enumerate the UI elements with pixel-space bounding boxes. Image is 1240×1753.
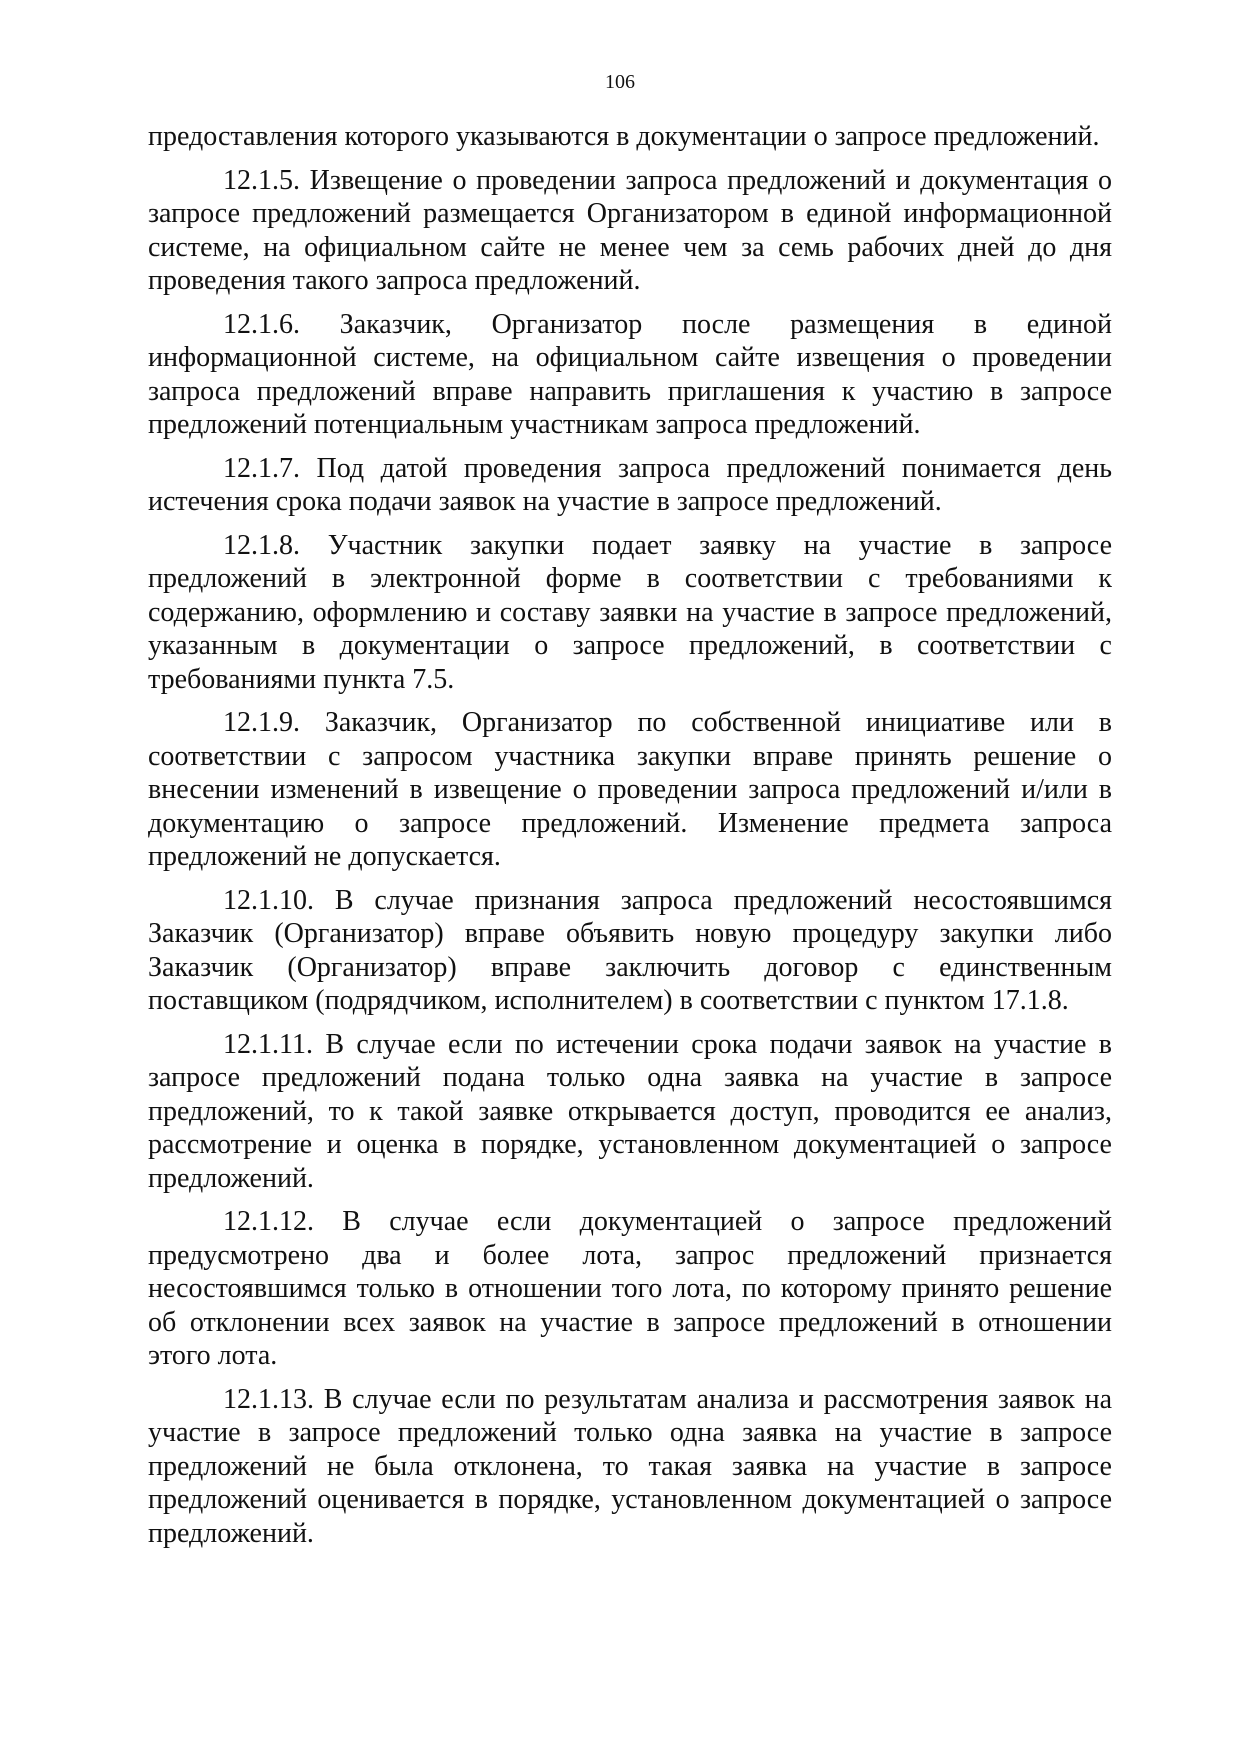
paragraph-12-1-11 (148, 1028, 1112, 1196)
paragraph-text: В случае если документацией о запросе предложений предусмотрено два и более лота, запрос предложений признается несостоявшимся только в отношении того лота, по которому принято решение об отклонении всех заявок на участие в запросе предложений в отношении этого лота. (148, 1206, 1113, 1371)
paragraph-number: 12.1.13. (223, 1383, 314, 1415)
paragraph-number: 12.1.12. (223, 1206, 314, 1237)
paragraph-12-1-7 (148, 452, 1112, 519)
paragraph-text: Участник закупки подает заявку на участие в запросе предложений в электронной форме в соответствии с требованиями к содержанию, оформлению и составу заявки на участие в запросе предложений, указанным в документации о запросе предложений, в соответствии с требованиями пункта 7.5. (148, 529, 1112, 695)
paragraph-number: 12.1.9. (223, 707, 300, 738)
paragraph-text: Заказчик, Организатор после размещения в единой информационной системе, на официальном сайте извещения о проведении запроса предложений вправе направить приглашения к участию в запросе предложений потенциальным участникам запроса предложений. (148, 308, 1113, 440)
paragraph-12-1-6 (148, 308, 1112, 442)
paragraph-text: Под датой проведения запроса предложений понимается день истечения срока подачи заявок на участие в запросе предложений. (148, 452, 1113, 517)
paragraph-number: 12.1.5. (223, 164, 300, 196)
paragraph-number: 12.1.11. (223, 1028, 313, 1060)
paragraph-12-1-10 (148, 884, 1112, 1018)
paragraph-text: В случае признания запроса предложений несостоявшимся Заказчик (Организатор) вправе объявить новую процедуру закупки либо Заказчик (Организатор) вправе заключить договор с единственным поставщиком (подрядчиком, исполнителем) в соответствии с пунктом 17.1.8. (148, 884, 1113, 1016)
paragraph-text: В случае если по результатам анализа и рассмотрения заявок на участие в запросе предложений только одна заявка на участие в запросе предложений не была отклонена, то такая заявка на участие в запросе предложений оценивается в порядке, установленном документацией о запросе предложений. (148, 1383, 1113, 1549)
paragraph-12-1-5 (148, 164, 1112, 298)
paragraph-12-1-12 (148, 1205, 1112, 1373)
paragraph-12-1-9 (148, 706, 1112, 874)
paragraph-text: Извещение о проведении запроса предложений и документация о запросе предложений размещается Организатором в единой информационной системе, на официальном сайте не менее чем за семь рабочих дней до дня проведения такого запроса предложений. (148, 164, 1113, 296)
paragraph-text: В случае если по истечении срока подачи заявок на участие в запросе предложений подана только одна заявка на участие в запросе предложений, то к такой заявке открывается доступ, проводится ее анализ, рассмотрение и оценка в порядке, установленном документацией о запросе предложений. (148, 1028, 1113, 1194)
paragraph-number: 12.1.7. (223, 452, 300, 484)
paragraph-text: Заказчик, Организатор по собственной инициативе или в соответствии с запросом участника закупки вправе принять решение о внесении изменений в извещение о проведении запроса предложений и/или в документацию о запросе предложений. Изменение предмета запроса предложений не допускается. (148, 707, 1113, 872)
paragraph-12-1-13 (148, 1383, 1112, 1551)
document-body (148, 120, 1112, 1560)
paragraph-continuation (148, 120, 1112, 154)
paragraph-number: 12.1.8. (223, 529, 300, 561)
page-number: 106 (605, 71, 635, 93)
paragraph-12-1-8 (148, 529, 1112, 697)
paragraph-number: 12.1.10. (223, 884, 314, 916)
paragraph-text: предоставления которого указываются в документации о запросе предложений. (148, 121, 1100, 152)
paragraph-number: 12.1.6. (223, 308, 300, 340)
